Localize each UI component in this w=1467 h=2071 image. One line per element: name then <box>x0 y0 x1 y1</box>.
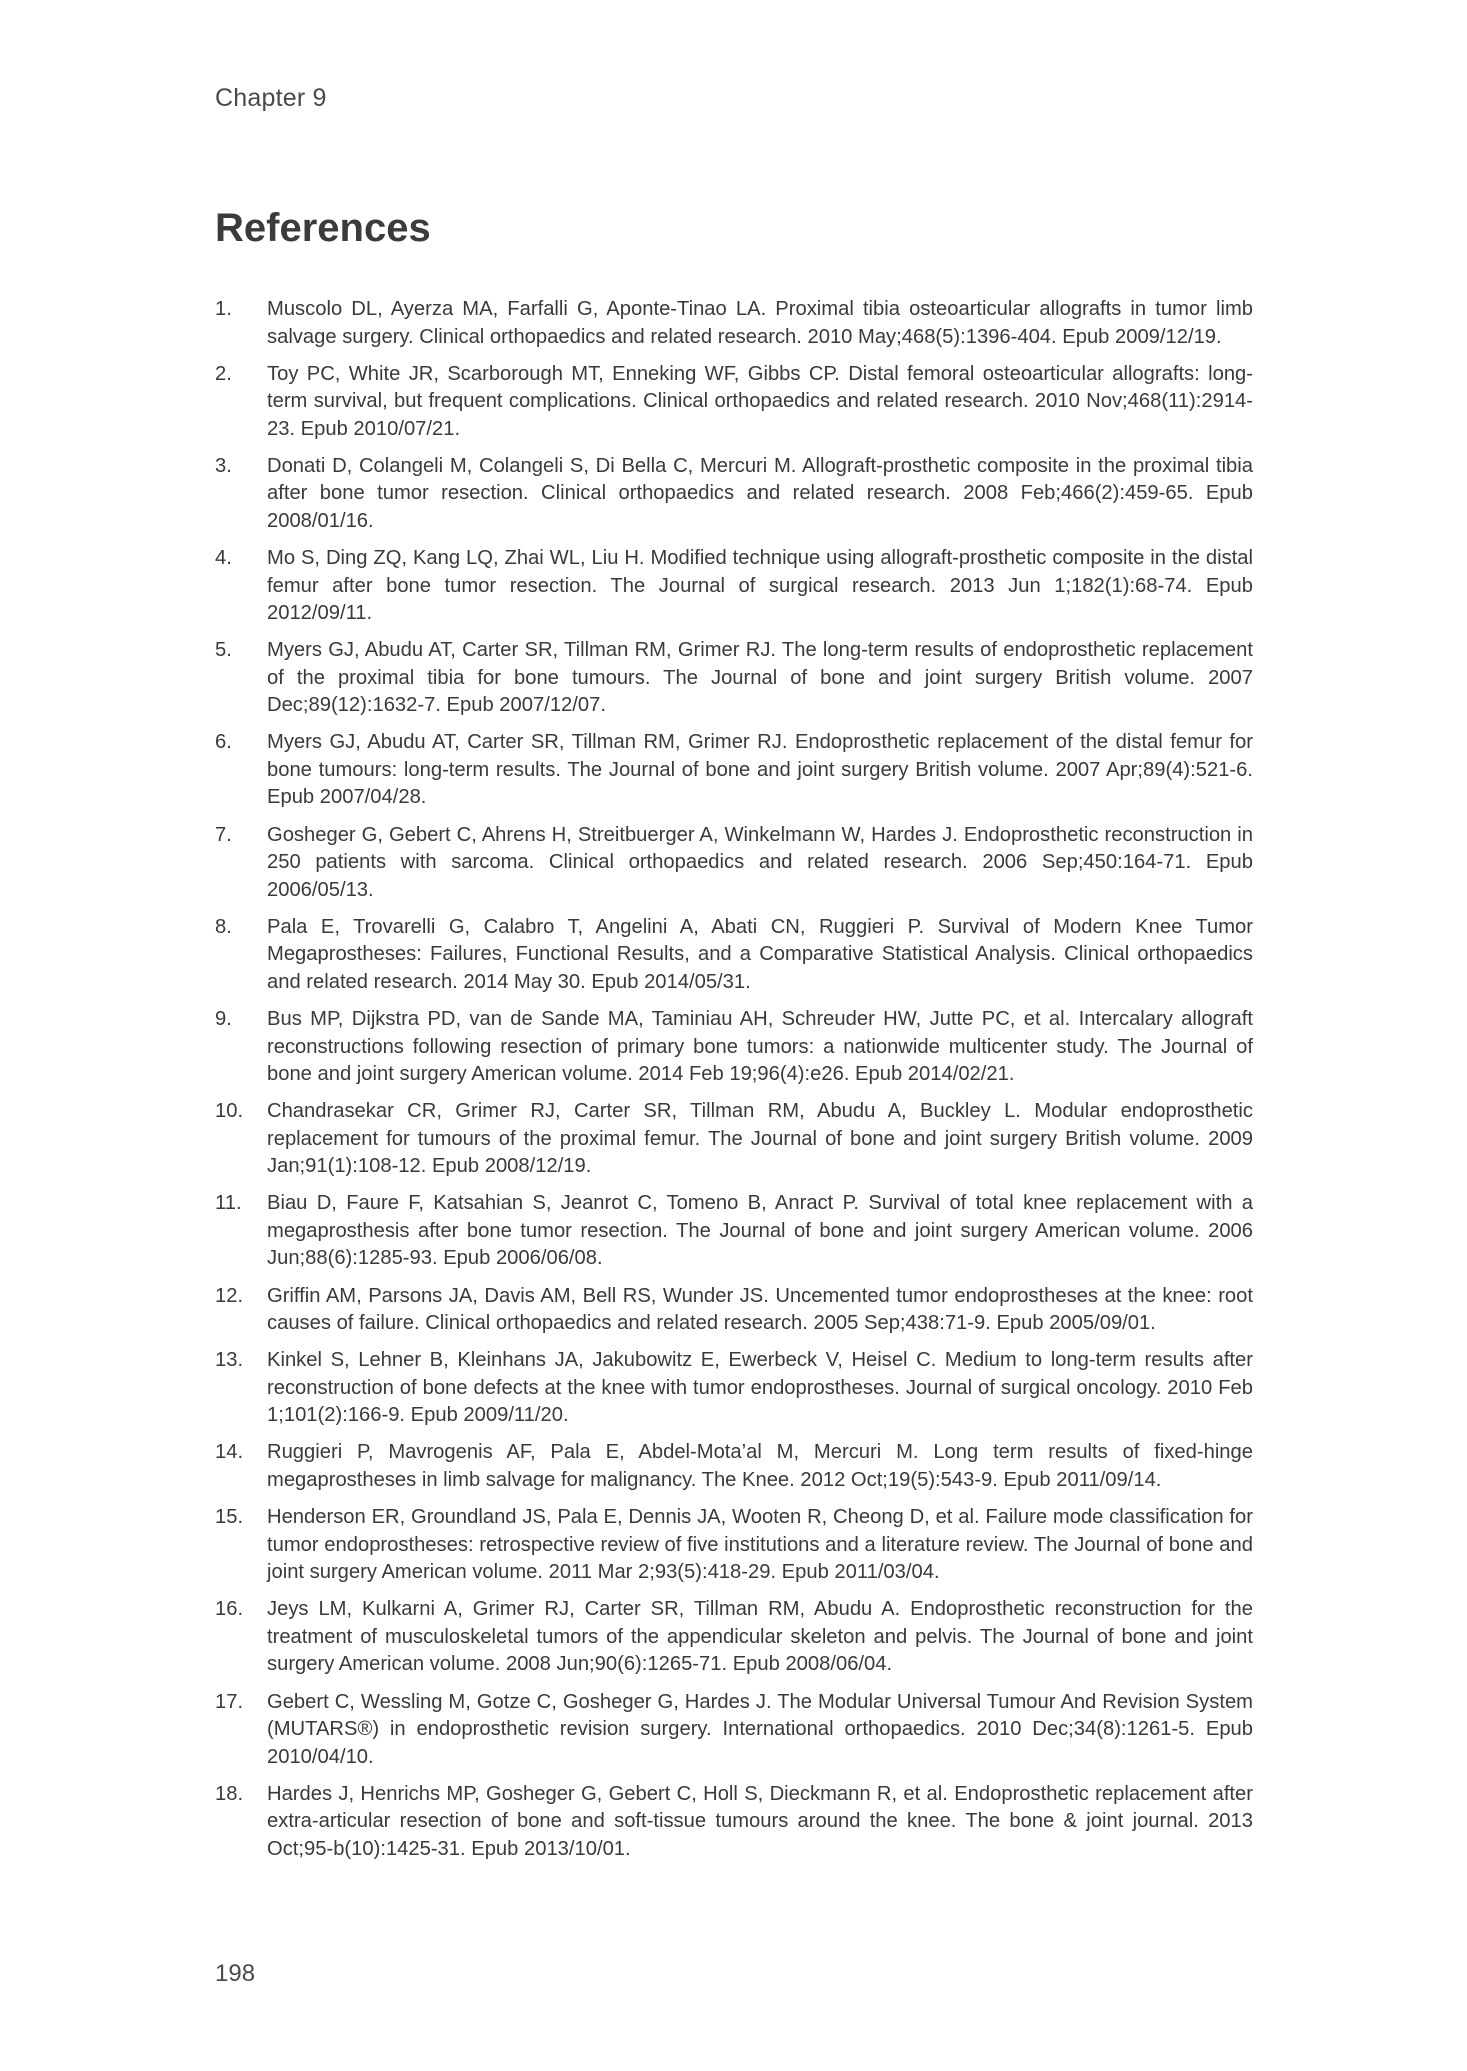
reference-item <box>215 729 1253 812</box>
reference-text: Jeys LM, Kulkarni A, Grimer RJ, Carter SR, Tillman RM, Abudu A. Endoprosthetic reconstruction for the treatment of musculoskeletal tumors of the appendicular skeleton and pelvis. The Journal of bone and joint surgery American volume. 2008 Jun;90(6):1265-71. Epub 2008/06/04. <box>267 1598 1253 1676</box>
reference-item <box>215 1006 1253 1089</box>
reference-number: 18. <box>215 1782 244 1805</box>
reference-item <box>215 637 1253 720</box>
reference-number: 14. <box>215 1441 244 1464</box>
reference-item <box>215 1504 1253 1587</box>
chapter-label: Chapter 9 <box>215 84 327 112</box>
reference-text: Myers GJ, Abudu AT, Carter SR, Tillman RM, Grimer RJ. The long-term results of endoprosthetic replacement of the proximal tibia for bone tumours. The Journal of bone and joint surgery British volume. 2007 Dec;89(12):1632-7. Epub 2007/12/07. <box>267 639 1253 717</box>
reference-number: 13. <box>215 1349 244 1372</box>
reference-list <box>215 296 1253 1873</box>
reference-number: 2. <box>215 362 232 385</box>
reference-number: 11. <box>215 1192 242 1215</box>
reference-text: Bus MP, Dijkstra PD, van de Sande MA, Taminiau AH, Schreuder HW, Jutte PC, et al. Intercalary allograft reconstructions following resection of primary bone tumors: a nationwide multicenter study. The Journal of bone and joint surgery American volume. 2014 Feb 19;96(4):e26. Epub 2014/02/21. <box>267 1008 1253 1085</box>
reference-item <box>215 1190 1253 1273</box>
reference-item <box>215 822 1253 905</box>
reference-item <box>215 1283 1253 1338</box>
reference-number: 16. <box>215 1598 244 1621</box>
reference-item <box>215 1781 1253 1864</box>
reference-number: 8. <box>215 915 232 938</box>
reference-item <box>215 453 1253 536</box>
reference-text: Muscolo DL, Ayerza MA, Farfalli G, Aponte-Tinao LA. Proximal tibia osteoarticular allografts in tumor limb salvage surgery. Clinical orthopaedics and related research. 2010 May;468(5):1396-404. Epub 2009/12/19. <box>267 298 1253 348</box>
reference-number: 6. <box>215 731 232 754</box>
reference-item <box>215 914 1253 997</box>
reference-number: 3. <box>215 454 232 477</box>
reference-item <box>215 545 1253 628</box>
reference-text: Ruggieri P, Mavrogenis AF, Pala E, Abdel-Mota’al M, Mercuri M. Long term results of fixed-hinge megaprostheses in limb salvage for malignancy. The Knee. 2012 Oct;19(5):543-9. Epub 2011/09/14. <box>267 1441 1253 1491</box>
reference-item <box>215 296 1253 351</box>
reference-item <box>215 1439 1253 1494</box>
reference-number: 12. <box>215 1284 244 1307</box>
reference-text: Hardes J, Henrichs MP, Gosheger G, Gebert C, Holl S, Dieckmann R, et al. Endoprosthetic replacement after extra-articular resection of bone and soft-tissue tumours around the knee. The bone & joint journal. 2013 Oct;95-b(10):1425-31. Epub 2013/10/01. <box>267 1782 1253 1860</box>
reference-item <box>215 1347 1253 1430</box>
reference-item <box>215 361 1253 444</box>
reference-text: Pala E, Trovarelli G, Calabro T, Angelini A, Abati CN, Ruggieri P. Survival of Modern Knee Tumor Megaprostheses: Failures, Functional Results, and a Comparative Statistical Analysis. Clinical orthopaedics and related research. 2014 May 30. Epub 2014/05/31. <box>267 915 1253 993</box>
reference-number: 10. <box>215 1100 244 1123</box>
reference-item <box>215 1596 1253 1679</box>
reference-text: Kinkel S, Lehner B, Kleinhans JA, Jakubowitz E, Ewerbeck V, Heisel C. Medium to long-term results after reconstruction of bone defects at the knee with tumor endoprostheses. Journal of surgical oncology. 2010 Feb 1;101(2):166-9. Epub 2009/11/20. <box>267 1349 1253 1427</box>
section-title: References <box>215 206 431 250</box>
reference-text: Griffin AM, Parsons JA, Davis AM, Bell RS, Wunder JS. Uncemented tumor endoprostheses at the knee: root causes of failure. Clinical orthopaedics and related research. 2005 Sep;438:71-9. Epub 2005/09/01. <box>267 1284 1253 1335</box>
reference-item <box>215 1098 1253 1181</box>
reference-number: 9. <box>215 1008 232 1030</box>
reference-text: Toy PC, White JR, Scarborough MT, Enneking WF, Gibbs CP. Distal femoral osteoarticular allografts: long-term survival, but frequent complications. Clinical orthopaedics and related research. 2010 Nov;468(11):2914-23. Epub 2010/07/21. <box>267 362 1253 440</box>
page-number: 198 <box>215 1960 256 1987</box>
reference-text: Mo S, Ding ZQ, Kang LQ, Zhai WL, Liu H. Modified technique using allograft-prosthetic composite in the distal femur after bone tumor resection. The Journal of surgical research. 2013 Jun 1;182(1):68-74. Epub 2012/09/11. <box>267 547 1253 625</box>
reference-number: 1. <box>215 298 232 320</box>
reference-text: Biau D, Faure F, Katsahian S, Jeanrot C, Tomeno B, Anract P. Survival of total knee replacement with a megaprosthesis after bone tumor resection. The Journal of bone and joint surgery American volume. 2006 Jun;88(6):1285-93. Epub 2006/06/08. <box>267 1192 1253 1270</box>
reference-number: 15. <box>215 1506 244 1529</box>
reference-number: 17. <box>215 1690 244 1713</box>
reference-item <box>215 1689 1253 1772</box>
reference-text: Donati D, Colangeli M, Colangeli S, Di Bella C, Mercuri M. Allograft-prosthetic composite in the proximal tibia after bone tumor resection. Clinical orthopaedics and related research. 2008 Feb;466(2):459-65. Epub 2008/01/16. <box>267 454 1253 532</box>
reference-text: Henderson ER, Groundland JS, Pala E, Dennis JA, Wooten R, Cheong D, et al. Failure mode classification for tumor endoprostheses: retrospective review of five institutions and a literature review. The Journal of bone and joint surgery American volume. 2011 Mar 2;93(5):418-29. Epub 2011/03/04. <box>267 1506 1253 1584</box>
reference-number: 5. <box>215 639 232 662</box>
reference-text: Gebert C, Wessling M, Gotze C, Gosheger G, Hardes J. The Modular Universal Tumour And Revision System (MUTARS®) in endoprosthetic revision surgery. International orthopaedics. 2010 Dec;34(8):1261-5. Epub 2010/04/10. <box>267 1690 1253 1768</box>
reference-number: 7. <box>215 823 232 846</box>
reference-text: Myers GJ, Abudu AT, Carter SR, Tillman RM, Grimer RJ. Endoprosthetic replacement of the distal femur for bone tumours: long-term results. The Journal of bone and joint surgery British volume. 2007 Apr;89(4):521-6. Epub 2007/04/28. <box>267 731 1253 809</box>
reference-text: Chandrasekar CR, Grimer RJ, Carter SR, Tillman RM, Abudu A, Buckley L. Modular endoprosthetic replacement for tumours of the proximal femur. The Journal of bone and joint surgery British volume. 2009 Jan;91(1):108-12. Epub 2008/12/19. <box>267 1100 1253 1178</box>
reference-text: Gosheger G, Gebert C, Ahrens H, Streitbuerger A, Winkelmann W, Hardes J. Endoprosthetic reconstruction in 250 patients with sarcoma. Clinical orthopaedics and related research. 2006 Sep;450:164-71. Epub 2006/05/13. <box>267 823 1253 901</box>
reference-number: 4. <box>215 547 232 570</box>
